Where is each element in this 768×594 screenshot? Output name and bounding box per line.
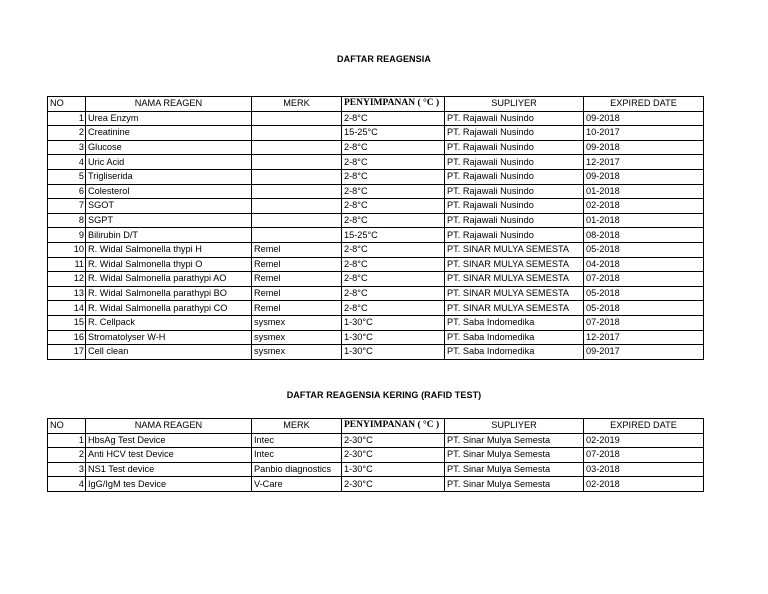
header-supliyer: SUPLIYER	[445, 97, 584, 112]
cell-penyimpanan: 1-30°C	[342, 462, 445, 477]
cell-merk	[252, 169, 342, 184]
cell-merk: Remel	[252, 301, 342, 316]
cell-supliyer: PT. Rajawali Nusindo	[445, 155, 584, 170]
table-row	[48, 169, 704, 184]
cell-expired-date: 02-2018	[584, 477, 704, 492]
cell-penyimpanan: 2-30°C	[342, 448, 445, 463]
header-no: NO	[48, 419, 86, 434]
cell-nama-reagen: Urea Enzym	[86, 111, 252, 126]
table-row	[48, 477, 704, 492]
cell-expired-date: 09-2018	[584, 111, 704, 126]
cell-penyimpanan: 2-8°C	[342, 257, 445, 272]
cell-penyimpanan: 1-30°C	[342, 330, 445, 345]
cell-penyimpanan: 2-8°C	[342, 286, 445, 301]
table-header-row	[48, 97, 704, 112]
cell-expired-date: 09-2017	[584, 345, 704, 360]
table-row	[48, 242, 704, 257]
cell-expired-date: 07-2018	[584, 272, 704, 287]
cell-merk	[252, 213, 342, 228]
cell-no: 8	[48, 213, 86, 228]
cell-nama-reagen: R. Widal Salmonella thypi H	[86, 242, 252, 257]
table-row	[48, 345, 704, 360]
cell-nama-reagen: Uric Acid	[86, 155, 252, 170]
reagent-table-body	[48, 111, 704, 359]
cell-supliyer: PT. Saba Indomedika	[445, 315, 584, 330]
header-expired-date: EXPIRED DATE	[584, 97, 704, 112]
cell-nama-reagen: R. Cellpack	[86, 315, 252, 330]
cell-nama-reagen: R. Widal Salmonella parathypi CO	[86, 301, 252, 316]
table-row	[48, 257, 704, 272]
table-row	[48, 199, 704, 214]
table-row	[48, 462, 704, 477]
cell-expired-date: 09-2018	[584, 169, 704, 184]
cell-no: 10	[48, 242, 86, 257]
cell-merk: Panbio diagnostics	[252, 462, 342, 477]
cell-supliyer: PT. Saba Indomedika	[445, 345, 584, 360]
header-penyimpanan: PENYIMPANAN ( °C )	[342, 97, 445, 112]
cell-supliyer: PT. Rajawali Nusindo	[445, 199, 584, 214]
cell-nama-reagen: Creatinine	[86, 126, 252, 141]
cell-penyimpanan: 2-8°C	[342, 111, 445, 126]
cell-merk	[252, 126, 342, 141]
cell-merk	[252, 140, 342, 155]
cell-nama-reagen: NS1 Test device	[86, 462, 252, 477]
cell-penyimpanan: 2-8°C	[342, 184, 445, 199]
cell-expired-date: 12-2017	[584, 155, 704, 170]
cell-no: 2	[48, 448, 86, 463]
cell-supliyer: PT. SINAR MULYA SEMESTA	[445, 257, 584, 272]
header-expired-date: EXPIRED DATE	[584, 419, 704, 434]
cell-nama-reagen: R. Widal Salmonella parathypi AO	[86, 272, 252, 287]
cell-merk: Intec	[252, 433, 342, 448]
header-penyimpanan: PENYIMPANAN ( °C )	[342, 419, 445, 434]
cell-no: 7	[48, 199, 86, 214]
header-merk: MERK	[252, 97, 342, 112]
cell-no: 1	[48, 433, 86, 448]
cell-supliyer: PT. SINAR MULYA SEMESTA	[445, 242, 584, 257]
cell-supliyer: PT. Rajawali Nusindo	[445, 111, 584, 126]
header-nama-reagen: NAMA REAGEN	[86, 419, 252, 434]
cell-nama-reagen: Colesterol	[86, 184, 252, 199]
cell-no: 13	[48, 286, 86, 301]
cell-supliyer: PT. Rajawali Nusindo	[445, 140, 584, 155]
table-row	[48, 126, 704, 141]
table-row	[48, 155, 704, 170]
cell-supliyer: PT. Sinar Mulya Semesta	[445, 448, 584, 463]
cell-expired-date: 09-2018	[584, 140, 704, 155]
table-title-reagensia: DAFTAR REAGENSIA	[337, 54, 431, 64]
rapid-test-table	[47, 418, 704, 492]
cell-supliyer: PT. Sinar Mulya Semesta	[445, 462, 584, 477]
cell-no: 11	[48, 257, 86, 272]
cell-penyimpanan: 2-8°C	[342, 199, 445, 214]
rapid-test-table-body	[48, 433, 704, 491]
cell-expired-date: 05-2018	[584, 301, 704, 316]
cell-penyimpanan: 15-25°C	[342, 126, 445, 141]
cell-supliyer: PT. Sinar Mulya Semesta	[445, 433, 584, 448]
cell-no: 17	[48, 345, 86, 360]
cell-penyimpanan: 2-8°C	[342, 155, 445, 170]
cell-merk	[252, 199, 342, 214]
cell-nama-reagen: R. Widal Salmonella parathypi BO	[86, 286, 252, 301]
cell-merk: sysmex	[252, 315, 342, 330]
cell-no: 2	[48, 126, 86, 141]
table-row	[48, 228, 704, 243]
header-nama-reagen: NAMA REAGEN	[86, 97, 252, 112]
cell-penyimpanan: 2-8°C	[342, 140, 445, 155]
table-row	[48, 301, 704, 316]
cell-penyimpanan: 1-30°C	[342, 345, 445, 360]
cell-nama-reagen: Glucose	[86, 140, 252, 155]
cell-supliyer: PT. Sinar Mulya Semesta	[445, 477, 584, 492]
cell-nama-reagen: SGOT	[86, 199, 252, 214]
cell-no: 1	[48, 111, 86, 126]
header-merk: MERK	[252, 419, 342, 434]
table-row	[48, 433, 704, 448]
cell-no: 3	[48, 462, 86, 477]
cell-no: 16	[48, 330, 86, 345]
cell-nama-reagen: HbsAg Test Device	[86, 433, 252, 448]
cell-penyimpanan: 1-30°C	[342, 315, 445, 330]
header-supliyer: SUPLIYER	[445, 419, 584, 434]
cell-no: 3	[48, 140, 86, 155]
cell-merk: Intec	[252, 448, 342, 463]
cell-expired-date: 01-2018	[584, 213, 704, 228]
cell-merk: Remel	[252, 242, 342, 257]
table-row	[48, 140, 704, 155]
table-row	[48, 272, 704, 287]
table-row	[48, 111, 704, 126]
cell-merk: Remel	[252, 257, 342, 272]
cell-expired-date: 02-2019	[584, 433, 704, 448]
cell-expired-date: 01-2018	[584, 184, 704, 199]
cell-supliyer: PT. SINAR MULYA SEMESTA	[445, 301, 584, 316]
cell-supliyer: PT. Rajawali Nusindo	[445, 213, 584, 228]
cell-no: 5	[48, 169, 86, 184]
cell-no: 4	[48, 155, 86, 170]
cell-supliyer: PT. Rajawali Nusindo	[445, 228, 584, 243]
cell-nama-reagen: Cell clean	[86, 345, 252, 360]
cell-nama-reagen: Bilirubin D/T	[86, 228, 252, 243]
cell-merk	[252, 111, 342, 126]
cell-nama-reagen: Anti HCV test Device	[86, 448, 252, 463]
cell-nama-reagen: SGPT	[86, 213, 252, 228]
cell-expired-date: 05-2018	[584, 286, 704, 301]
cell-expired-date: 08-2018	[584, 228, 704, 243]
table-title-reagensia-kering: DAFTAR REAGENSIA KERING (RAFID TEST)	[286, 390, 482, 400]
table-row	[48, 330, 704, 345]
cell-penyimpanan: 2-8°C	[342, 169, 445, 184]
cell-penyimpanan: 2-8°C	[342, 213, 445, 228]
cell-nama-reagen: Trigliserida	[86, 169, 252, 184]
cell-supliyer: PT. Rajawali Nusindo	[445, 126, 584, 141]
cell-merk: sysmex	[252, 345, 342, 360]
cell-no: 6	[48, 184, 86, 199]
reagent-table	[47, 96, 704, 360]
cell-expired-date: 05-2018	[584, 242, 704, 257]
cell-supliyer: PT. Rajawali Nusindo	[445, 169, 584, 184]
cell-expired-date: 07-2018	[584, 315, 704, 330]
cell-expired-date: 12-2017	[584, 330, 704, 345]
header-no: NO	[48, 97, 86, 112]
cell-merk	[252, 184, 342, 199]
cell-expired-date: 04-2018	[584, 257, 704, 272]
cell-supliyer: PT. SINAR MULYA SEMESTA	[445, 272, 584, 287]
cell-penyimpanan: 2-30°C	[342, 477, 445, 492]
cell-no: 15	[48, 315, 86, 330]
cell-no: 12	[48, 272, 86, 287]
cell-merk	[252, 228, 342, 243]
cell-expired-date: 07-2018	[584, 448, 704, 463]
cell-merk: Remel	[252, 286, 342, 301]
cell-no: 9	[48, 228, 86, 243]
cell-nama-reagen: R. Widal Salmonella thypi O	[86, 257, 252, 272]
cell-penyimpanan: 2-8°C	[342, 272, 445, 287]
cell-supliyer: PT. Rajawali Nusindo	[445, 184, 584, 199]
cell-penyimpanan: 2-30°C	[342, 433, 445, 448]
cell-penyimpanan: 2-8°C	[342, 242, 445, 257]
cell-merk: V-Care	[252, 477, 342, 492]
table-row	[48, 448, 704, 463]
cell-no: 14	[48, 301, 86, 316]
cell-expired-date: 10-2017	[584, 126, 704, 141]
cell-supliyer: PT. Saba Indomedika	[445, 330, 584, 345]
cell-penyimpanan: 15-25°C	[342, 228, 445, 243]
cell-no: 4	[48, 477, 86, 492]
cell-supliyer: PT. SINAR MULYA SEMESTA	[445, 286, 584, 301]
cell-nama-reagen: Stromatolyser W-H	[86, 330, 252, 345]
cell-merk	[252, 155, 342, 170]
cell-nama-reagen: IgG/IgM tes Device	[86, 477, 252, 492]
table-row	[48, 286, 704, 301]
cell-expired-date: 03-2018	[584, 462, 704, 477]
table-row	[48, 184, 704, 199]
cell-penyimpanan: 2-8°C	[342, 301, 445, 316]
cell-expired-date: 02-2018	[584, 199, 704, 214]
table-header-row	[48, 419, 704, 434]
table-row	[48, 315, 704, 330]
table-row	[48, 213, 704, 228]
cell-merk: sysmex	[252, 330, 342, 345]
cell-merk: Remel	[252, 272, 342, 287]
